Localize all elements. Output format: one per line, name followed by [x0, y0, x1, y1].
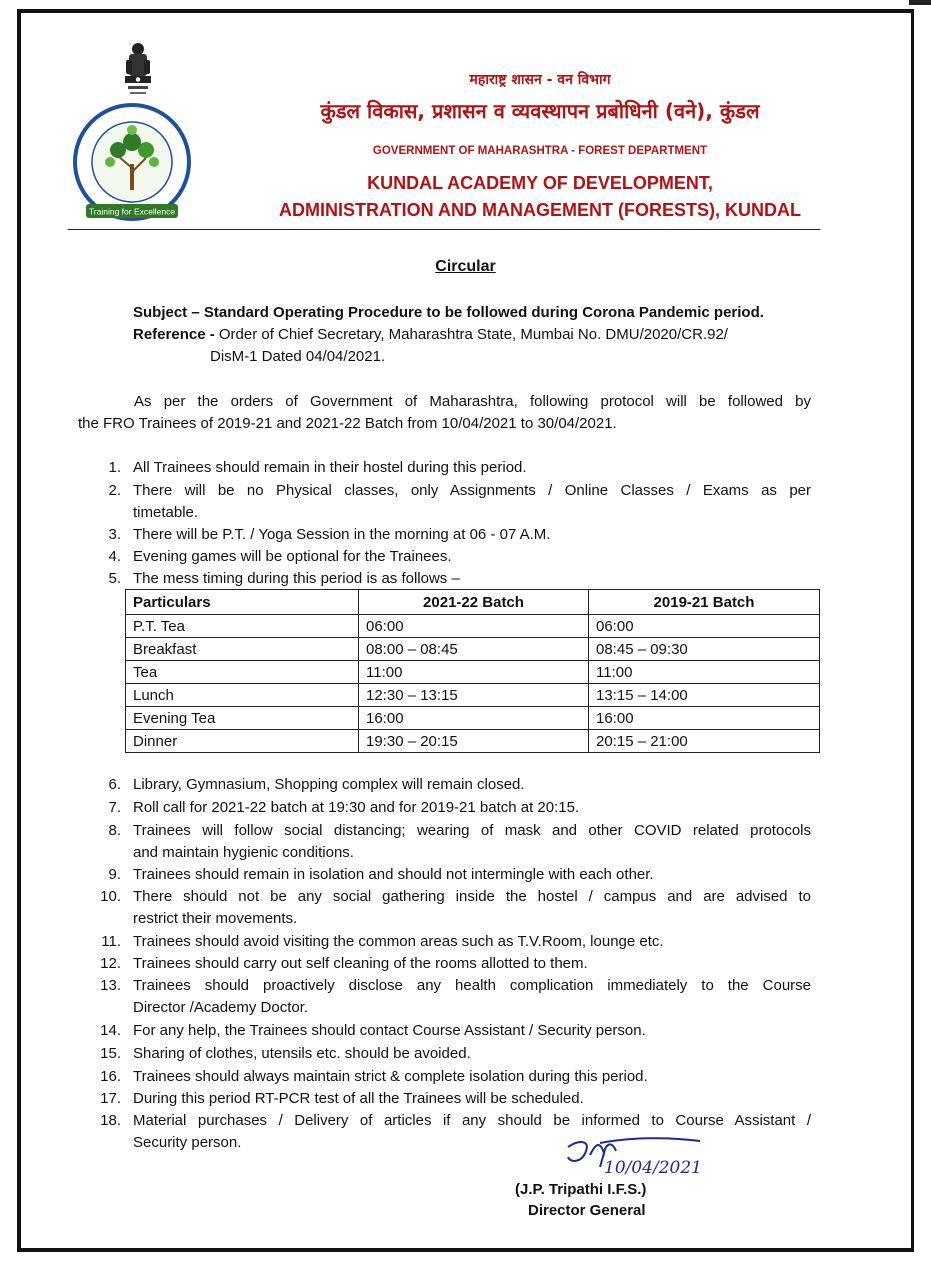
list-item-number: 10. [100, 888, 121, 905]
academy-name [260, 170, 820, 224]
table-header-cell: 2021-22 Batch [359, 590, 589, 615]
list-item-number: 3. [108, 526, 121, 543]
table-cell: 16:00 [359, 707, 589, 730]
reference-text-line2: DisM-1 Dated 04/04/2021. [210, 348, 386, 365]
academy-seal-logo [72, 102, 192, 228]
header-divider [68, 229, 820, 230]
list-item-number: 9. [108, 866, 121, 883]
list-item-text: There should not be any social gathering inside the hostel / campus and are advised to [133, 888, 811, 905]
list-item-text: There will be no Physical classes, only Assignments / Online Classes / Exams as per [133, 482, 811, 499]
table-cell: 08:00 – 08:45 [359, 638, 589, 661]
list-item-text: Trainees should carry out self cleaning of the rooms allotted to them. [133, 955, 588, 972]
list-item-text: During this period RT-PCR test of all the Trainees will be scheduled. [133, 1090, 584, 1107]
list-item-text-cont: Director /Academy Doctor. [133, 999, 309, 1016]
table-cell: 11:00 [359, 661, 589, 684]
table-row [126, 638, 820, 661]
table-row [126, 730, 820, 753]
marathi-department-line: महाराष्ट्र शासन - वन विभाग [469, 72, 611, 88]
government-line: GOVERNMENT OF MAHARASHTRA - FOREST DEPARTMENT [372, 145, 708, 157]
table-header-row [126, 590, 820, 615]
intro-line1: As per the orders of Government of Maharashtra, following protocol will be followed by [134, 393, 811, 410]
reference-label: Reference - [133, 326, 215, 343]
list-item-text: The mess timing during this period is as follows – [133, 570, 460, 587]
list-item-text: Trainees will follow social distancing; wearing of mask and other COVID related protocols [133, 822, 811, 839]
list-item-number: 11. [101, 933, 121, 950]
table-cell: 11:00 [589, 661, 820, 684]
table-cell: Lunch [126, 684, 359, 707]
table-cell: 16:00 [589, 707, 820, 730]
list-item-text: Trainees should remain in isolation and should not intermingle with each other. [133, 866, 654, 883]
table-cell: 08:45 – 09:30 [589, 638, 820, 661]
list-item-number: 2. [108, 482, 121, 499]
table-cell: Breakfast [126, 638, 359, 661]
signatory-designation: Director General [528, 1202, 646, 1219]
reference-line [133, 324, 728, 346]
list-item-text: Trainees should proactively disclose any health complication immediately to the Course [133, 977, 811, 994]
academy-name-line2: ADMINISTRATION AND MANAGEMENT (FORESTS), KUNDAL [279, 200, 801, 220]
list-item-number: 13. [100, 977, 121, 994]
table-cell: P.T. Tea [126, 615, 359, 638]
list-item-number: 7. [108, 799, 121, 816]
list-item-number: 4. [108, 548, 121, 565]
table-cell: 06:00 [359, 615, 589, 638]
list-item-text: Library, Gymnasium, Shopping complex will remain closed. [133, 776, 525, 793]
table-header-cell: 2019-21 Batch [589, 590, 820, 615]
list-item-text: Trainees should avoid visiting the common areas such as T.V.Room, lounge etc. [133, 933, 664, 950]
list-item-number: 8. [108, 822, 121, 839]
seal-text: Training for Excellence [88, 206, 176, 217]
list-item-text: Sharing of clothes, utensils etc. should be avoided. [133, 1045, 471, 1062]
list-item-number: 17. [100, 1090, 121, 1107]
list-item-number: 1. [108, 459, 121, 476]
state-emblem-icon [118, 40, 158, 104]
scan-edge-mark [909, 0, 931, 5]
list-item-text: All Trainees should remain in their hostel during this period. [133, 459, 527, 476]
list-item-text-cont: timetable. [133, 504, 199, 521]
list-item-text: There will be P.T. / Yoga Session in the morning at 06 - 07 A.M. [133, 526, 551, 543]
table-cell: Evening Tea [126, 707, 359, 730]
list-item-text: Roll call for 2021-22 batch at 19:30 and for 2019-21 batch at 20:15. [133, 799, 580, 816]
list-item-text: Evening games will be optional for the Trainees. [133, 548, 452, 565]
list-item-text-cont: restrict their movements. [133, 910, 298, 927]
list-item-text-cont: Security person. [133, 1134, 242, 1151]
list-item-text-cont: and maintain hygienic conditions. [133, 844, 354, 861]
table-row [126, 615, 820, 638]
table-row [126, 661, 820, 684]
list-item-number: 12. [100, 955, 121, 972]
reference-text-line1: Order of Chief Secretary, Maharashtra State, Mumbai No. DMU/2020/CR.92/ [218, 326, 728, 343]
table-row [126, 684, 820, 707]
list-item-number: 5. [108, 570, 121, 587]
list-item-number: 18. [100, 1112, 121, 1129]
intro-line2: the FRO Trainees of 2019-21 and 2021-22 Batch from 10/04/2021 to 30/04/2021. [78, 415, 617, 432]
table-cell: 13:15 – 14:00 [589, 684, 820, 707]
table-cell: 06:00 [589, 615, 820, 638]
subject-text: Standard Operating Procedure to be followed during Corona Pandemic period. [203, 304, 764, 321]
table-header-cell: Particulars [126, 590, 359, 615]
page-title: Circular [435, 258, 496, 275]
list-item-number: 15. [100, 1045, 121, 1062]
subject-label: Subject – [133, 304, 200, 321]
list-item-number: 14. [100, 1022, 121, 1039]
mess-timing-table [125, 589, 820, 753]
table-cell: Tea [126, 661, 359, 684]
subject-line [133, 302, 764, 324]
list-item-text: For any help, the Trainees should contact Course Assistant / Security person. [133, 1022, 646, 1039]
list-item-text: Trainees should always maintain strict & complete isolation during this period. [133, 1068, 648, 1085]
table-cell: 20:15 – 21:00 [589, 730, 820, 753]
list-item-number: 16. [100, 1068, 121, 1085]
marathi-academy-name: कुंडल विकास, प्रशासन व व्यवस्थापन प्रबोधिनी (वने), कुंडल [320, 99, 760, 123]
table-cell: 12:30 – 13:15 [359, 684, 589, 707]
list-item-text: Material purchases / Delivery of articles if any should be informed to Course Assistant / [133, 1112, 811, 1129]
signatory-name: (J.P. Tripathi I.F.S.) [515, 1181, 647, 1198]
table-cell: 19:30 – 20:15 [359, 730, 589, 753]
signature-date: 10/04/2021 [604, 1158, 702, 1178]
table-row [126, 707, 820, 730]
academy-name-line1: KUNDAL ACADEMY OF DEVELOPMENT, [367, 173, 713, 193]
table-cell: Dinner [126, 730, 359, 753]
list-item-number: 6. [108, 776, 121, 793]
